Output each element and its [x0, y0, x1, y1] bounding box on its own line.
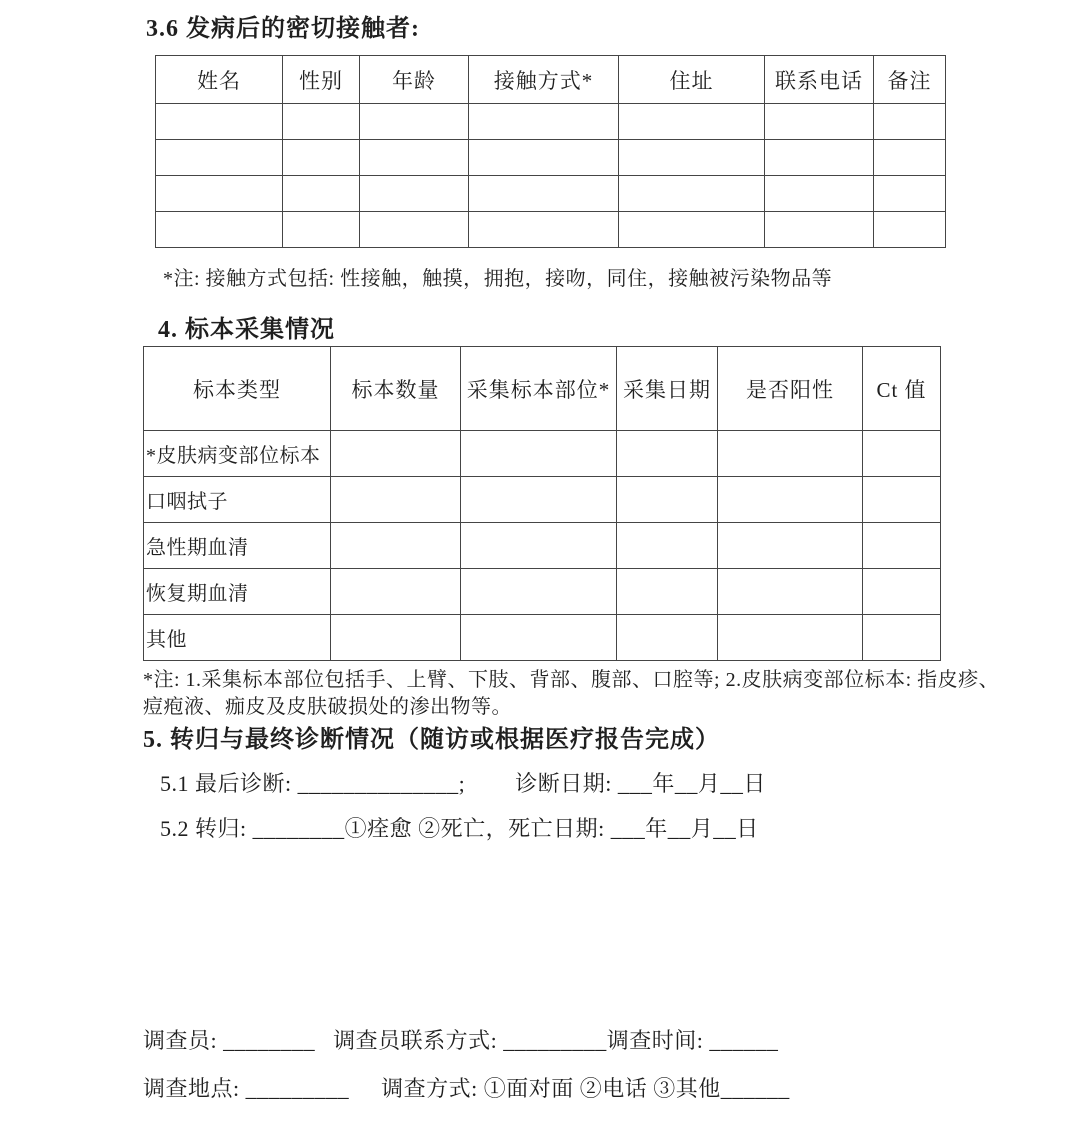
contacts-header-sex: 性别 [283, 56, 360, 104]
contacts-empty-row [156, 104, 946, 140]
specimen-type-label: 口咽拭子 [144, 477, 331, 523]
contacts-header-age: 年龄 [360, 56, 469, 104]
specimen-row-other [144, 615, 941, 661]
empty-cell [360, 176, 469, 212]
empty-cell [469, 212, 619, 248]
outcome-line: 5.2 转归: ________①痊愈 ②死亡，死亡日期: ___年__月__日 [160, 816, 759, 841]
empty-cell [617, 523, 718, 569]
empty-cell [360, 212, 469, 248]
empty-cell [718, 615, 863, 661]
specimen-header-body-site: 采集标本部位* [461, 347, 617, 431]
investigator-label: 调查员: ________ [143, 1028, 316, 1053]
empty-cell [617, 477, 718, 523]
specimen-type-label: *皮肤病变部位标本 [144, 431, 331, 477]
diagnosis-date-label: 诊断日期: ___年__月__日 [515, 771, 766, 796]
empty-cell [360, 140, 469, 176]
contacts-header-row [156, 56, 946, 104]
specimen-table-footnote-line2: 痘疱液、痂皮及皮肤破损处的渗出物等。 [143, 696, 512, 718]
empty-cell [718, 431, 863, 477]
section-4-title: 4. 标本采集情况 [158, 317, 335, 343]
empty-cell [765, 140, 874, 176]
empty-cell [461, 523, 617, 569]
empty-cell [863, 569, 941, 615]
final-diagnosis-label: 5.1 最后诊断: ______________; [160, 771, 466, 796]
empty-cell [461, 431, 617, 477]
empty-cell [874, 140, 946, 176]
empty-cell [765, 176, 874, 212]
contacts-header-contact-mode: 接触方式* [469, 56, 619, 104]
empty-cell [469, 104, 619, 140]
specimen-header-type: 标本类型 [144, 347, 331, 431]
specimen-row-convalescent-serum [144, 569, 941, 615]
empty-cell [718, 569, 863, 615]
empty-cell [863, 615, 941, 661]
empty-cell [461, 569, 617, 615]
empty-cell [619, 140, 765, 176]
section-3-6-title: 3.6 发病后的密切接触者: [146, 16, 420, 42]
specimen-type-label: 恢复期血清 [144, 569, 331, 615]
empty-cell [863, 431, 941, 477]
contacts-header-name: 姓名 [156, 56, 283, 104]
specimen-header-positive: 是否阳性 [718, 347, 863, 431]
specimen-header-quantity: 标本数量 [331, 347, 461, 431]
empty-cell [619, 104, 765, 140]
specimen-header-ct-value: Ct 值 [863, 347, 941, 431]
specimen-table-footnote-line1: *注: 1.采集标本部位包括手、上臂、下肢、背部、腹部、口腔等; 2.皮肤病变部位标本: 指皮疹、 [143, 669, 1000, 691]
investigation-method-label: 调查方式: ①面对面 ②电话 ③其他______ [381, 1076, 790, 1101]
empty-cell [156, 104, 283, 140]
specimen-row-acute-serum [144, 523, 941, 569]
empty-cell [461, 615, 617, 661]
contacts-header-phone: 联系电话 [765, 56, 874, 104]
empty-cell [461, 477, 617, 523]
empty-cell [617, 615, 718, 661]
section-5-title: 5. 转归与最终诊断情况（随访或根据医疗报告完成） [143, 727, 720, 753]
empty-cell [283, 212, 360, 248]
empty-cell [331, 431, 461, 477]
empty-cell [863, 523, 941, 569]
specimen-type-label: 其他 [144, 615, 331, 661]
empty-cell [863, 477, 941, 523]
empty-cell [156, 212, 283, 248]
empty-cell [331, 615, 461, 661]
investigator-contact-label: 调查员联系方式: _________ [333, 1028, 607, 1053]
empty-cell [874, 176, 946, 212]
empty-cell [874, 104, 946, 140]
contacts-empty-row [156, 140, 946, 176]
investigation-location-label: 调查地点: _________ [143, 1076, 350, 1101]
empty-cell [765, 212, 874, 248]
empty-cell [331, 523, 461, 569]
empty-cell [619, 212, 765, 248]
investigation-place-line [143, 1072, 790, 1103]
empty-cell [156, 140, 283, 176]
empty-cell [469, 140, 619, 176]
empty-cell [617, 431, 718, 477]
investigator-line [143, 1024, 778, 1055]
specimen-row-oropharyngeal-swab [144, 477, 941, 523]
empty-cell [718, 477, 863, 523]
empty-cell [874, 212, 946, 248]
final-diagnosis-line [160, 767, 766, 798]
specimen-header-date: 采集日期 [617, 347, 718, 431]
specimen-collection-table [143, 346, 941, 661]
close-contacts-table [155, 55, 946, 248]
empty-cell [283, 104, 360, 140]
specimen-header-row [144, 347, 941, 431]
empty-cell [331, 477, 461, 523]
investigation-time-label: 调查时间: ______ [606, 1028, 779, 1053]
contacts-table-footnote: *注: 接触方式包括: 性接触，触摸，拥抱，接吻，同住，接触被污染物品等 [163, 268, 833, 290]
empty-cell [718, 523, 863, 569]
empty-cell [331, 569, 461, 615]
empty-cell [283, 176, 360, 212]
empty-cell [469, 176, 619, 212]
empty-cell [156, 176, 283, 212]
empty-cell [360, 104, 469, 140]
contacts-empty-row [156, 212, 946, 248]
empty-cell [619, 176, 765, 212]
empty-cell [617, 569, 718, 615]
specimen-type-label: 急性期血清 [144, 523, 331, 569]
empty-cell [283, 140, 360, 176]
specimen-row-skin-lesion [144, 431, 941, 477]
contacts-header-address: 住址 [619, 56, 765, 104]
contacts-empty-row [156, 176, 946, 212]
contacts-header-remarks: 备注 [874, 56, 946, 104]
empty-cell [765, 104, 874, 140]
